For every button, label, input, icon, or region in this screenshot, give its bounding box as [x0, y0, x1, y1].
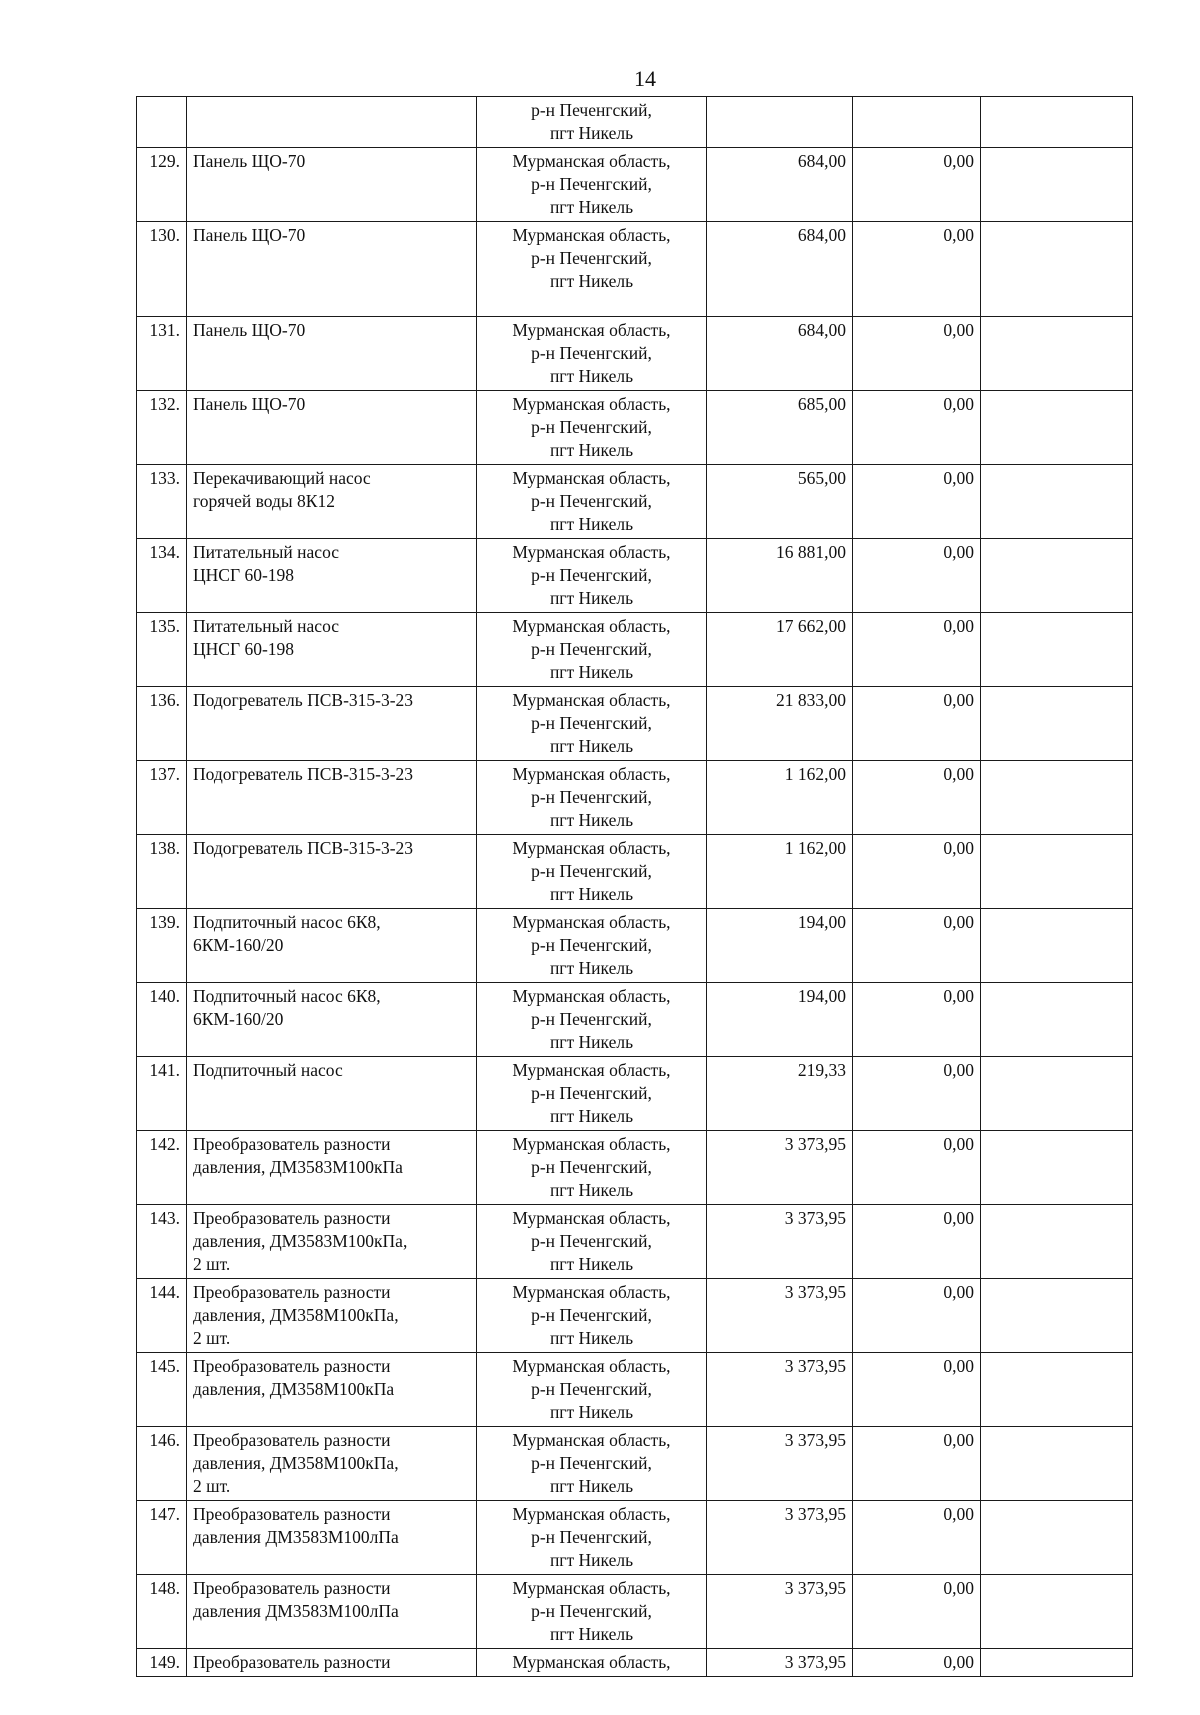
address-line: Мурманская область, [512, 1134, 671, 1154]
address-line: Мурманская область, [512, 394, 671, 414]
cell-number: 140. [137, 983, 187, 1057]
address-line: Мурманская область, [512, 616, 671, 636]
address-line: пгт Никель [549, 366, 634, 386]
address-line: р-н Печенгский, [531, 1009, 652, 1029]
cell-value2: 0,00 [853, 148, 981, 222]
name-line: 2 шт. [193, 1254, 231, 1274]
address-line: пгт Никель [549, 1032, 634, 1052]
address-line: р-н Печенгский, [531, 713, 652, 733]
name-line: ЦНСГ 60-198 [193, 639, 295, 659]
address-line: р-н Печенгский, [531, 1453, 652, 1473]
name-line: Преобразователь разности [193, 1208, 391, 1228]
address-line: р-н Печенгский, [531, 861, 652, 881]
table-row [137, 835, 1133, 909]
cell-number: 135. [137, 613, 187, 687]
cell-number: 136. [137, 687, 187, 761]
table-row [137, 317, 1133, 391]
cell-value1: 3 373,95 [707, 1501, 853, 1575]
cell-number: 145. [137, 1353, 187, 1427]
name-line: давления ДМ3583М100лПа [193, 1601, 399, 1621]
cell-value2: 0,00 [853, 909, 981, 983]
address-line: Мурманская область, [512, 1430, 671, 1450]
cell-value1: 194,00 [707, 909, 853, 983]
name-line: Перекачивающий насос [193, 468, 371, 488]
table-row [137, 983, 1133, 1057]
cell-number: 149. [137, 1649, 187, 1677]
cell-empty [981, 613, 1133, 687]
cell-value2 [853, 97, 981, 148]
cell-empty [981, 1131, 1133, 1205]
address-line: пгт Никель [549, 810, 634, 830]
table-row [137, 687, 1133, 761]
name-line: Панель ЩО-70 [193, 394, 306, 414]
address-line: Мурманская область, [512, 1282, 671, 1302]
address-line: р-н Печенгский, [531, 1379, 652, 1399]
name-line: Подогреватель ПСВ-315-3-23 [193, 764, 414, 784]
name-line: ЦНСГ 60-198 [193, 565, 295, 585]
name-line: Подпиточный насос 6К8, [193, 912, 381, 932]
cell-name [187, 222, 477, 317]
cell-address [477, 97, 707, 148]
cell-address [477, 465, 707, 539]
page-number: 14 [634, 66, 656, 91]
table-row [137, 1649, 1133, 1677]
address-line: пгт Никель [549, 1550, 634, 1570]
cell-empty [981, 1353, 1133, 1427]
address-line: пгт Никель [549, 1106, 634, 1126]
address-line: р-н Печенгский, [531, 935, 652, 955]
cell-value1: 194,00 [707, 983, 853, 1057]
address-line: Мурманская область, [512, 225, 671, 245]
cell-empty [981, 835, 1133, 909]
table-row [137, 909, 1133, 983]
name-line: Преобразователь разности [193, 1282, 391, 1302]
address-line: пгт Никель [549, 271, 634, 291]
name-line: Подогреватель ПСВ-315-3-23 [193, 838, 414, 858]
address-line: Мурманская область, [512, 1504, 671, 1524]
cell-name [187, 909, 477, 983]
name-line: Панель ЩО-70 [193, 151, 306, 171]
cell-name [187, 761, 477, 835]
cell-number: 144. [137, 1279, 187, 1353]
cell-address [477, 1205, 707, 1279]
cell-name [187, 1131, 477, 1205]
cell-address [477, 983, 707, 1057]
name-line: Питательный насос [193, 542, 340, 562]
address-line: Мурманская область, [512, 912, 671, 932]
table-row [137, 1057, 1133, 1131]
address-line: р-н Печенгский, [531, 787, 652, 807]
address-line: Мурманская область, [512, 1356, 671, 1376]
cell-value2: 0,00 [853, 1353, 981, 1427]
address-line: пгт Никель [549, 662, 634, 682]
cell-value1 [707, 97, 853, 148]
address-line: пгт Никель [549, 123, 634, 143]
cell-value2: 0,00 [853, 1575, 981, 1649]
cell-address [477, 1649, 707, 1677]
cell-value1: 1 162,00 [707, 761, 853, 835]
name-line: давления, ДМ3583М100кПа [193, 1157, 403, 1177]
cell-value1: 3 373,95 [707, 1427, 853, 1501]
continuation-row [137, 97, 1133, 148]
cell-empty [981, 1649, 1133, 1677]
address-line: пгт Никель [549, 588, 634, 608]
cell-number: 148. [137, 1575, 187, 1649]
cell-value2: 0,00 [853, 539, 981, 613]
address-line: пгт Никель [549, 958, 634, 978]
cell-value1: 684,00 [707, 148, 853, 222]
property-table [136, 96, 1133, 1677]
cell-empty [981, 97, 1133, 148]
address-line: р-н Печенгский, [531, 417, 652, 437]
cell-name [187, 1575, 477, 1649]
address-line: р-н Печенгский, [531, 100, 652, 120]
cell-address [477, 613, 707, 687]
address-line: пгт Никель [549, 1328, 634, 1348]
cell-number: 139. [137, 909, 187, 983]
cell-address [477, 1501, 707, 1575]
cell-number: 129. [137, 148, 187, 222]
cell-value2: 0,00 [853, 222, 981, 317]
cell-name [187, 1279, 477, 1353]
address-line: пгт Никель [549, 440, 634, 460]
cell-address [477, 1279, 707, 1353]
address-line: р-н Печенгский, [531, 1527, 652, 1547]
cell-number: 138. [137, 835, 187, 909]
name-line: давления, ДМ358М100кПа, [193, 1453, 399, 1473]
cell-value2: 0,00 [853, 1131, 981, 1205]
cell-number: 130. [137, 222, 187, 317]
name-line: Преобразователь разности [193, 1504, 391, 1524]
cell-address [477, 761, 707, 835]
cell-value2: 0,00 [853, 1427, 981, 1501]
address-line: р-н Печенгский, [531, 1601, 652, 1621]
cell-empty [981, 909, 1133, 983]
name-line: Преобразователь разности [193, 1578, 391, 1598]
table-row [137, 613, 1133, 687]
table-row [137, 1205, 1133, 1279]
table-body [137, 97, 1133, 1677]
name-line: горячей воды 8К12 [193, 491, 335, 511]
name-line: давления, ДМ3583М100кПа, [193, 1231, 408, 1251]
name-line: Питательный насос [193, 616, 340, 636]
cell-empty [981, 687, 1133, 761]
cell-name [187, 1501, 477, 1575]
cell-name [187, 1205, 477, 1279]
cell-value2: 0,00 [853, 1057, 981, 1131]
name-line: давления, ДМ358М100кПа [193, 1379, 395, 1399]
name-line: 2 шт. [193, 1476, 231, 1496]
cell-empty [981, 317, 1133, 391]
address-line: р-н Печенгский, [531, 1157, 652, 1177]
cell-empty [981, 539, 1133, 613]
cell-value2: 0,00 [853, 687, 981, 761]
cell-value1: 3 373,95 [707, 1649, 853, 1677]
cell-name [187, 613, 477, 687]
table-row [137, 1427, 1133, 1501]
address-line: Мурманская область, [512, 320, 671, 340]
cell-name [187, 835, 477, 909]
cell-number: 142. [137, 1131, 187, 1205]
cell-address [477, 1131, 707, 1205]
cell-empty [981, 983, 1133, 1057]
address-line: Мурманская область, [512, 1208, 671, 1228]
cell-empty [981, 1057, 1133, 1131]
cell-number: 131. [137, 317, 187, 391]
cell-name [187, 1649, 477, 1677]
table-row [137, 761, 1133, 835]
cell-empty [981, 465, 1133, 539]
cell-address [477, 1427, 707, 1501]
cell-name [187, 317, 477, 391]
cell-address [477, 909, 707, 983]
address-line: пгт Никель [549, 1624, 634, 1644]
cell-value2: 0,00 [853, 613, 981, 687]
cell-number: 133. [137, 465, 187, 539]
table-row [137, 1501, 1133, 1575]
address-line: пгт Никель [549, 1476, 634, 1496]
table-row [137, 148, 1133, 222]
cell-name [187, 539, 477, 613]
name-line: Подпиточный насос 6К8, [193, 986, 381, 1006]
address-line: пгт Никель [549, 884, 634, 904]
cell-number: 146. [137, 1427, 187, 1501]
table-row [137, 222, 1133, 317]
cell-address [477, 222, 707, 317]
address-line: Мурманская область, [512, 542, 671, 562]
cell-empty [981, 1205, 1133, 1279]
address-line: р-н Печенгский, [531, 343, 652, 363]
cell-address [477, 1057, 707, 1131]
cell-value1: 3 373,95 [707, 1353, 853, 1427]
cell-empty [981, 148, 1133, 222]
name-line: Преобразователь разности [193, 1356, 391, 1376]
cell-value1: 684,00 [707, 317, 853, 391]
cell-name [187, 1353, 477, 1427]
address-line: пгт Никель [549, 1254, 634, 1274]
name-line: Панель ЩО-70 [193, 320, 306, 340]
cell-name [187, 148, 477, 222]
table-row [137, 391, 1133, 465]
cell-address [477, 539, 707, 613]
name-line: 6КМ-160/20 [193, 1009, 284, 1029]
address-line: Мурманская область, [512, 1578, 671, 1598]
name-line: Подогреватель ПСВ-315-3-23 [193, 690, 414, 710]
cell-value1: 684,00 [707, 222, 853, 317]
name-line: Преобразователь разности [193, 1134, 391, 1154]
cell-value1: 21 833,00 [707, 687, 853, 761]
table-row [137, 1279, 1133, 1353]
cell-number: 141. [137, 1057, 187, 1131]
address-line: Мурманская область, [512, 764, 671, 784]
cell-number: 132. [137, 391, 187, 465]
cell-number: 134. [137, 539, 187, 613]
name-line: Панель ЩО-70 [193, 225, 306, 245]
cell-value2: 0,00 [853, 1205, 981, 1279]
cell-value1: 17 662,00 [707, 613, 853, 687]
address-line: Мурманская область, [512, 1060, 671, 1080]
cell-value1: 3 373,95 [707, 1575, 853, 1649]
address-line: р-н Печенгский, [531, 248, 652, 268]
cell-empty [981, 391, 1133, 465]
cell-number [137, 97, 187, 148]
cell-value2: 0,00 [853, 835, 981, 909]
cell-empty [981, 1501, 1133, 1575]
cell-value2: 0,00 [853, 1501, 981, 1575]
name-line: давления, ДМ358М100кПа, [193, 1305, 399, 1325]
cell-name [187, 391, 477, 465]
address-line: р-н Печенгский, [531, 639, 652, 659]
name-line: 2 шт. [193, 1328, 231, 1348]
address-line: р-н Печенгский, [531, 1231, 652, 1251]
cell-empty [981, 1427, 1133, 1501]
cell-empty [981, 222, 1133, 317]
cell-number: 143. [137, 1205, 187, 1279]
cell-name [187, 1427, 477, 1501]
cell-name [187, 983, 477, 1057]
table-row [137, 539, 1133, 613]
address-line: пгт Никель [549, 1180, 634, 1200]
cell-value1: 1 162,00 [707, 835, 853, 909]
address-line: пгт Никель [549, 736, 634, 756]
address-line: Мурманская область, [512, 1652, 671, 1672]
name-line: Преобразователь разности [193, 1652, 391, 1672]
cell-address [477, 148, 707, 222]
cell-empty [981, 761, 1133, 835]
cell-address [477, 687, 707, 761]
name-line: Преобразователь разности [193, 1430, 391, 1450]
table-row [137, 1353, 1133, 1427]
table-row [137, 1575, 1133, 1649]
cell-value2: 0,00 [853, 1279, 981, 1353]
cell-value1: 3 373,95 [707, 1279, 853, 1353]
cell-address [477, 317, 707, 391]
cell-number: 147. [137, 1501, 187, 1575]
address-line: р-н Печенгский, [531, 174, 652, 194]
cell-value2: 0,00 [853, 391, 981, 465]
address-line: р-н Печенгский, [531, 1083, 652, 1103]
cell-value1: 685,00 [707, 391, 853, 465]
cell-value1: 219,33 [707, 1057, 853, 1131]
address-line: Мурманская область, [512, 468, 671, 488]
cell-name [187, 687, 477, 761]
address-line: Мурманская область, [512, 690, 671, 710]
cell-empty [981, 1279, 1133, 1353]
cell-name [187, 97, 477, 148]
cell-address [477, 835, 707, 909]
cell-name [187, 1057, 477, 1131]
cell-address [477, 391, 707, 465]
name-line: 6КМ-160/20 [193, 935, 284, 955]
cell-address [477, 1353, 707, 1427]
table-row [137, 465, 1133, 539]
cell-value1: 3 373,95 [707, 1205, 853, 1279]
address-line: Мурманская область, [512, 838, 671, 858]
cell-value2: 0,00 [853, 317, 981, 391]
address-line: пгт Никель [549, 1402, 634, 1422]
cell-number: 137. [137, 761, 187, 835]
cell-address [477, 1575, 707, 1649]
address-line: пгт Никель [549, 197, 634, 217]
cell-value1: 16 881,00 [707, 539, 853, 613]
name-line: давления ДМ3583М100лПа [193, 1527, 399, 1547]
cell-value2: 0,00 [853, 983, 981, 1057]
address-line: р-н Печенгский, [531, 565, 652, 585]
address-line: Мурманская область, [512, 986, 671, 1006]
cell-value2: 0,00 [853, 1649, 981, 1677]
cell-value1: 565,00 [707, 465, 853, 539]
cell-value2: 0,00 [853, 761, 981, 835]
cell-empty [981, 1575, 1133, 1649]
table-row [137, 1131, 1133, 1205]
cell-value2: 0,00 [853, 465, 981, 539]
cell-value1: 3 373,95 [707, 1131, 853, 1205]
address-line: пгт Никель [549, 514, 634, 534]
address-line: р-н Печенгский, [531, 491, 652, 511]
address-line: р-н Печенгский, [531, 1305, 652, 1325]
address-line: Мурманская область, [512, 151, 671, 171]
name-line: Подпиточный насос [193, 1060, 343, 1080]
cell-name [187, 465, 477, 539]
